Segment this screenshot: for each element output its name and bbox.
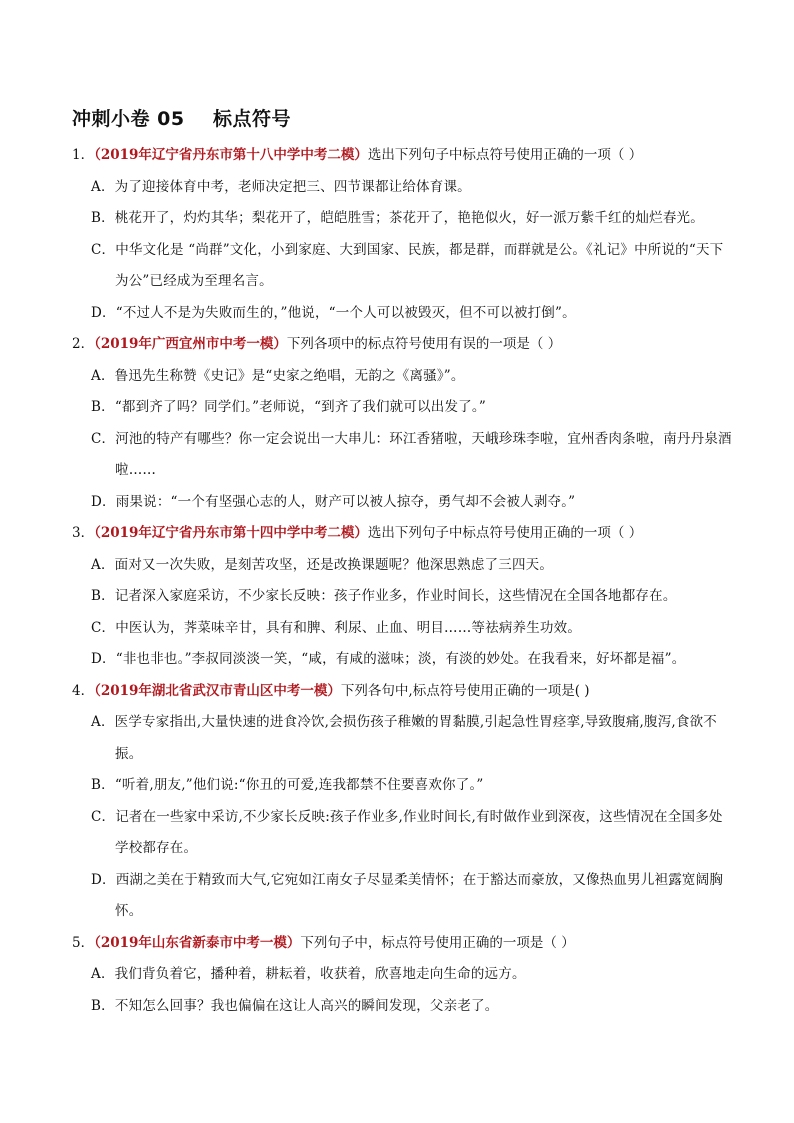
option-a [72, 959, 732, 991]
option-a [72, 172, 732, 204]
question-source: （2019年山东省新泰市中考一模） [94, 934, 301, 951]
option-text: 我们背负着它，播种着，耕耘着，收获着，欣喜地走向生命的远方。 [114, 966, 526, 982]
option-text: “都到齐了吗？同学们。”老师说，“到齐了我们就可以出发了。” [114, 399, 486, 415]
option-text: 为了迎接体育中考，老师决定把三、四节课都让给体育课。 [114, 178, 471, 195]
option-letter: A． [91, 178, 115, 195]
option-text: 中医认为，荠菜味辛甘，具有和脾、利尿、止血、明目……等祛病养生功效。 [115, 619, 582, 636]
question-stem [72, 329, 732, 361]
option-b [72, 991, 732, 1023]
question-number: 5． [72, 934, 95, 951]
option-a [72, 361, 732, 393]
option-letter: D． [91, 651, 116, 667]
option-letter: A． [91, 966, 115, 982]
option-text: 桃花开了，灼灼其华；梨花开了，皑皑胜雪；茶花开了，艳艳似火，好一派万紫千红的灿烂春光。 [114, 210, 704, 226]
question-stem [72, 518, 732, 550]
option-letter: A． [91, 556, 115, 573]
question-source: （2019年湖北省武汉市青山区中考一模） [94, 682, 341, 699]
option-c [72, 613, 732, 645]
option-letter: A． [91, 714, 115, 730]
page-title: 冲刺小卷 05 标点符号 [72, 108, 292, 130]
question-stem [72, 140, 732, 172]
question-number: 2． [72, 336, 95, 352]
option-c [72, 235, 732, 298]
option-d [72, 487, 732, 519]
question-3 [72, 518, 732, 676]
question-stem [72, 676, 732, 708]
option-letter: C． [91, 430, 116, 447]
option-d [72, 644, 732, 676]
option-letter: B． [91, 997, 115, 1014]
option-b [72, 770, 732, 802]
option-a [72, 707, 732, 770]
question-source: （2019年广西宜州市中考一模） [94, 336, 287, 352]
option-text: 西湖之美在于精致而大气,它宛如江南女子尽显柔美情怀；在于豁达而豪放，又像热血男儿袒露宽阔胸怀。 [115, 871, 724, 919]
question-5 [72, 928, 732, 1023]
option-letter: B． [91, 210, 115, 226]
option-text: 鲁迅先生称赞《史记》是“史家之绝唱，无韵之《离骚》”。 [114, 367, 465, 384]
option-c [72, 424, 732, 487]
option-text: “听着,朋友,”他们说:“你丑的可爱,连我都禁不住要喜欢你了。” [114, 777, 484, 793]
option-text: “非也非也。”李叔同淡淡一笑，“咸，有咸的滋味；淡，有淡的妙处。在我看来，好坏都是福”。 [115, 651, 686, 667]
question-2 [72, 329, 732, 518]
option-letter: A． [91, 367, 115, 384]
option-text: 雨果说：“一个有坚强心志的人，财产可以被人掠夺，勇气却不会被人剥夺。” [115, 493, 576, 510]
option-text: 记者在一些家中采访,不少家长反映:孩子作业多,作业时间长,有时做作业到深夜，这些情况在全国多处学校都存在。 [115, 808, 723, 856]
question-number: 1． [72, 147, 95, 163]
option-text: “不过人不是为失败而生的，”他说，“一个人可以被毁灭，但不可以被打倒”。 [115, 304, 576, 321]
question-number: 3． [72, 525, 95, 541]
option-letter: B． [91, 777, 115, 793]
option-letter: D． [91, 493, 116, 510]
option-letter: B． [91, 588, 115, 604]
option-letter: B． [91, 399, 115, 415]
option-b [72, 581, 732, 613]
option-a [72, 550, 732, 582]
question-list [72, 140, 732, 1022]
question-4 [72, 676, 732, 928]
option-letter: D． [91, 304, 116, 321]
option-letter: C． [91, 241, 116, 258]
question-text: 选出下列句子中标点符号使用正确的一项（ ） [367, 147, 643, 163]
option-text: 面对又一次失败，是刻苦攻坚，还是改换课题呢？他深思熟虑了三四天。 [114, 556, 554, 573]
question-text: 选出下列句子中标点符号使用正确的一项（ ） [367, 525, 643, 541]
option-b [72, 203, 732, 235]
option-letter: C． [91, 808, 116, 825]
question-source: （2019年辽宁省丹东市第十八中学中考二模） [94, 147, 368, 163]
option-text: 中华文化是 “尚群”文化，小到家庭、大到国家、民族，都是群，而群就是公。《礼记》中所说的“天下为公”已经成为至理名言。 [115, 241, 724, 289]
option-text: 医学专家指出,大量快速的进食冷饮,会损伤孩子稚嫩的胃黏膜,引起急性胃痉挛,导致腹痛,腹泻,食欲不振。 [114, 714, 718, 762]
option-letter: C． [91, 619, 116, 636]
question-source: （2019年辽宁省丹东市第十四中学中考二模） [94, 525, 368, 541]
option-c [72, 802, 732, 865]
option-b [72, 392, 732, 424]
option-d [72, 865, 732, 928]
option-text: 记者深入家庭采访，不少家长反映：孩子作业多，作业时间长，这些情况在全国各地都存在。 [114, 588, 677, 604]
question-text: 下列各项中的标点符号使用有误的一项是（ ） [286, 336, 562, 352]
question-1 [72, 140, 732, 329]
option-d [72, 298, 732, 330]
question-number: 4． [72, 682, 95, 699]
option-text: 不知怎么回事？我也偏偏在这让人高兴的瞬间发现，父亲老了。 [114, 997, 499, 1014]
option-text: 河池的特产有哪些？你一定会说出一大串儿：环江香猪啦，天峨珍珠李啦，宜州香肉条啦，南丹丹泉酒啦…… [115, 430, 732, 478]
question-stem [72, 928, 732, 960]
option-letter: D． [91, 871, 116, 888]
question-text: 下列句子中，标点符号使用正确的一项是（ ） [300, 934, 575, 951]
question-text: 下列各句中,标点符号使用正确的一项是( ) [340, 682, 590, 699]
